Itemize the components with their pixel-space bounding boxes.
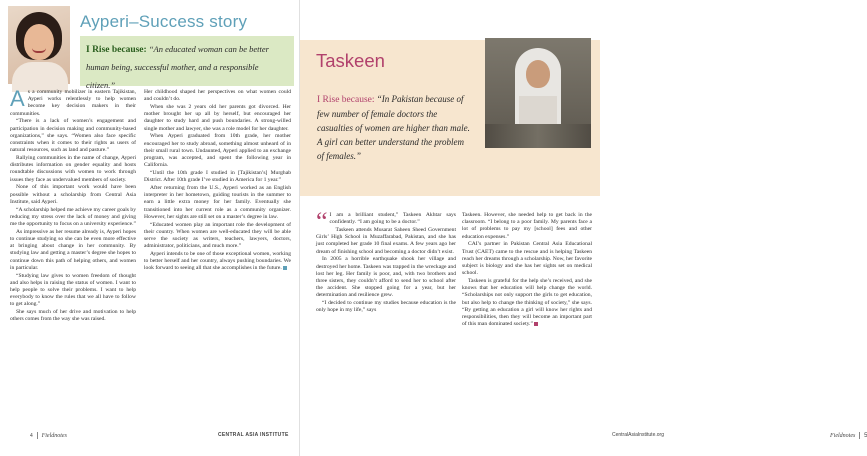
ayperi-paragraph: “Educated women play an important role the development of their country. When women are well-educated they will be able serve the society as writers, teachers, lawyers, doctors, administrator, politicians, and much more.” bbox=[144, 221, 291, 250]
ayperi-paragraph: When she was 2 years old her parents got divorced. Her mother brought her up all by herself, but encouraged her daughter to study hard and push boundaries. A strong-willed single mother and lawyer, she was a role model for her daughter. bbox=[144, 104, 291, 132]
ayperi-paragraph: “Studying law gives to women freedom of thought and also helps in raising the status of women. I want to help people to solve their problems. I want to help everybody to know the rules that we all have to follow to get along.” bbox=[10, 272, 136, 308]
taskeen-paragraph: Taskeen is grateful for the help she’s received, and she knows that her education will help change the world. “Scholarships not only support the girls to get education, but also help to change the thinking of society,” she says. “By getting an education a girl will know her rights and responsibilities, then they will become an important part of this man dominated society.” bbox=[462, 278, 592, 328]
taskeen-story-title: Taskeen bbox=[316, 50, 385, 71]
taskeen-paragraph: “I decided to continue my studies because education is the only hope in my life,” says bbox=[316, 300, 456, 314]
ayperi-paragraph: “Until the 10th grade I studied in [Tajikistan’s] Murghab District. After 10th grade I’ve studied in America for 1 year.” bbox=[144, 170, 291, 184]
taskeen-paragraph: CAI’s partner in Pakistan Central Asia Educational Trust (CAET) came to the rescue and is helping Taskeen reach her dreams through a scholarship. Now, her favorite subject is biology and she has her sights set on medical school. bbox=[462, 241, 592, 277]
right-footer-folio bbox=[830, 432, 867, 439]
magazine-name: Fieldnotes bbox=[830, 432, 856, 439]
ayperi-quote-box bbox=[80, 36, 294, 90]
ayperi-portrait-photo bbox=[8, 6, 70, 84]
taskeen-open-quote-mark: “ bbox=[316, 207, 328, 236]
taskeen-paragraph: Taskeen attends Musarat Saheen Sheed Government Girls’ High School in Muzaffarabad, Pakistan, and she has just completed her grade 10 final exams. A few years ago her dream of finishing school and becoming a doctor didn’t exist. bbox=[316, 227, 456, 255]
ayperi-paragraph: As impressive as her resume already is, Ayperi hopes to continue studying so she can be even more effective at bringing about change in her community. By studying law and getting a master’s degree she hopes to continue down this path of helping others, and women in particular. bbox=[10, 228, 136, 271]
taskeen-quote-text: “In Pakistan because of few number of female doctors the casualties of women are higher than male. A girl can better understand the problem of females.” bbox=[317, 94, 470, 161]
page-number: 4 bbox=[30, 432, 33, 439]
photo-face bbox=[526, 60, 550, 88]
ayperi-paragraph: None of this important work would have been possible without a scholarship from Central Asia Institute, said Ayperi. bbox=[10, 184, 136, 205]
right-page bbox=[300, 0, 867, 456]
taskeen-quote-label: I Rise because: bbox=[317, 95, 375, 105]
right-footer-site bbox=[612, 432, 664, 438]
ayperi-story-title: Ayperi–Success story bbox=[80, 12, 248, 31]
taskeen-paragraph: In 2005 a horrible earthquake shook her village and destroyed her home. Taskeen was trapped in the wreckage and lost her leg. Her family is poor, and, with two brothers and three sisters, they couldn’t afford to send her to school after the accident. She stopped going for a year, but her determination and resilience grew. bbox=[316, 256, 456, 299]
taskeen-paragraph: Taskeen. However, she needed help to get back in the classroom. “I belong to a poor family. My parents face a lot of problems to pay my [school] fees and other education expenses.” bbox=[462, 212, 592, 240]
ayperi-paragraph: “There is a lack of women’s engagement and participation in decision making and community-based organizations,” she says. “Women also face specific constraints when it comes to their rights as users of natural resources, such as land and pasture.” bbox=[10, 118, 136, 154]
left-page bbox=[0, 0, 300, 456]
taskeen-paragraph: “ I am a brilliant student,” Taskeen Akhtar says confidently. “I am going to be a doctor.” bbox=[316, 207, 456, 236]
ayperi-paragraph: When Ayperi graduated from 10th grade, her mother encouraged her to study abroad, something almost unheard of in their small rural town. Undaunted, Ayperi applied to an exchange program, was accepted, and spent the following year in California. bbox=[144, 133, 291, 169]
ayperi-paragraph: After returning from the U.S., Ayperi worked as an English interpreter in her hometown, guiding tourists in the summer to earn a little extra money for her family. Eventually she transitioned into her current role as a community organizer. However, her sights are still set on a master’s degree in law. bbox=[144, 185, 291, 220]
organization-name: CENTRAL ASIA INSTITUTE bbox=[218, 432, 289, 438]
taskeen-article-column-1 bbox=[316, 207, 456, 315]
ayperi-paragraph: Rallying communities in the name of change, Ayperi distributes information on gender equality and hosts roundtable discussions with women to work through issues they face as undervalued members of society. bbox=[10, 155, 136, 183]
ayperi-article-column-2 bbox=[144, 89, 291, 273]
ayperi-paragraph: As a community mobilizer in eastern Tajikistan, Ayperi works relentlessly to help women become key decision makers in their communities. bbox=[10, 86, 136, 117]
taskeen-portrait-photo bbox=[485, 38, 591, 148]
article-end-mark bbox=[534, 322, 538, 326]
footer-divider bbox=[859, 432, 860, 439]
ayperi-quote-text: “An educated woman can be better human being, successful mother, and a responsible citizen.” bbox=[86, 44, 269, 90]
photo-face bbox=[24, 24, 54, 60]
ayperi-quote-label: I Rise because: bbox=[86, 45, 147, 55]
photo-background-stripe bbox=[485, 124, 591, 148]
footer-divider bbox=[37, 432, 38, 439]
ayperi-dropcap: A bbox=[10, 86, 25, 111]
article-end-mark bbox=[283, 266, 287, 270]
left-footer-folio bbox=[30, 432, 67, 439]
left-footer-org bbox=[218, 432, 289, 438]
ayperi-paragraph: She says much of her drive and motivation to help others comes from the way she was raised. bbox=[10, 309, 136, 323]
website-url: CentralAsiaInstitute.org bbox=[612, 432, 664, 438]
taskeen-quote bbox=[317, 92, 473, 163]
page-number: 5 bbox=[864, 432, 867, 439]
ayperi-article-column-1 bbox=[10, 86, 136, 324]
magazine-name: Fieldnotes bbox=[41, 432, 67, 439]
taskeen-article-column-2 bbox=[462, 212, 592, 329]
ayperi-paragraph: “A scholarship helped me achieve my career goals by reducing my stress over the lack of money and giving me the opportunity to focus on a university experience.” bbox=[10, 206, 136, 228]
ayperi-paragraph: Her childhood shaped her perspectives on what women could and couldn’t do. bbox=[144, 89, 291, 103]
ayperi-paragraph: Ayperi intends to be one of those exceptional women, working to better herself and her country, always pushing boundaries. We look forward to seeing all that she accomplishes in the future. bbox=[144, 251, 291, 272]
